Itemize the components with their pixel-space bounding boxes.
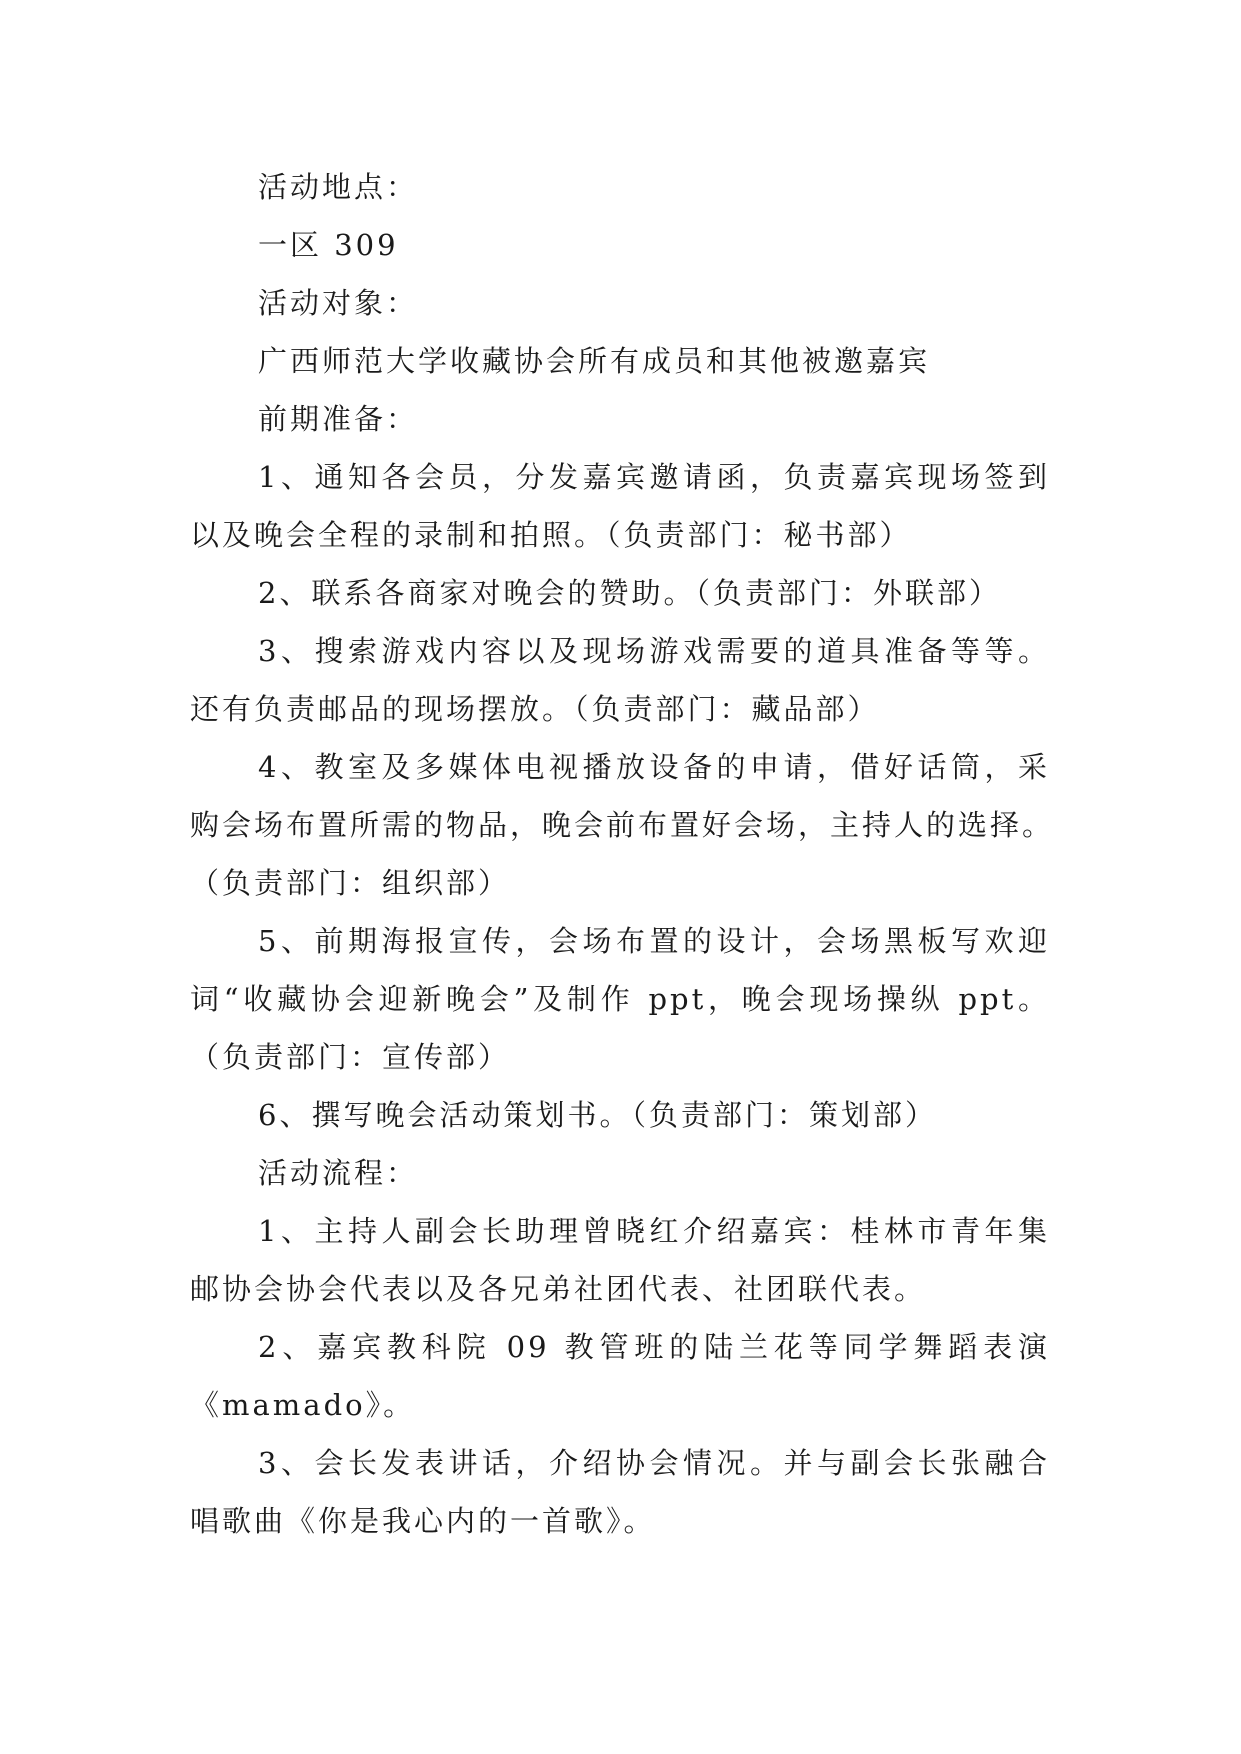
text-line: 以及晚会全程的录制和拍照。（负责部门：秘书部） bbox=[190, 518, 912, 552]
text-line: 前期准备： bbox=[258, 402, 419, 436]
text-line: 还有负责邮品的现场摆放。（负责部门：藏品部） bbox=[190, 692, 880, 726]
text-line: 《mamado》。 bbox=[190, 1388, 416, 1422]
text-line: 3、会长发表讲话，介绍协会情况。并与副会长张融合 bbox=[258, 1446, 1050, 1480]
text-line: 1、主持人副会长助理曾晓红介绍嘉宾：桂林市青年集 bbox=[258, 1214, 1050, 1248]
text-line: 6、撰写晚会活动策划书。（负责部门：策划部） bbox=[258, 1098, 937, 1132]
text-line: （负责部门：组织部） bbox=[190, 866, 511, 900]
text-line: 活动流程： bbox=[258, 1156, 419, 1190]
document-body bbox=[190, 158, 1055, 1550]
text-line: 购会场布置所需的物品，晚会前布置好会场，主持人的选择。 bbox=[190, 808, 1055, 842]
text-line: 词“收藏协会迎新晚会”及制作 ppt，晚会现场操纵 ppt。 bbox=[190, 982, 1050, 1016]
text-line: 一区 309 bbox=[258, 228, 399, 262]
text-line: 活动地点： bbox=[258, 170, 419, 204]
text-line: 1、通知各会员，分发嘉宾邀请函，负责嘉宾现场签到 bbox=[258, 460, 1050, 494]
text-line: 唱歌曲《你是我心内的一首歌》。 bbox=[190, 1504, 656, 1538]
text-line: 邮协会协会代表以及各兄弟社团代表、社团联代表。 bbox=[190, 1272, 927, 1306]
text-line: 2、嘉宾教科院 09 教管班的陆兰花等同学舞蹈表演 bbox=[258, 1330, 1050, 1364]
text-line: 活动对象： bbox=[258, 286, 419, 320]
text-line: 4、教室及多媒体电视播放设备的申请，借好话筒，采 bbox=[258, 750, 1050, 784]
text-line: 2、联系各商家对晚会的赞助。（负责部门：外联部） bbox=[258, 576, 1001, 610]
text-line: 3、搜索游戏内容以及现场游戏需要的道具准备等等。 bbox=[258, 634, 1050, 668]
text-line: （负责部门：宣传部） bbox=[190, 1040, 511, 1074]
text-line: 5、前期海报宣传，会场布置的设计，会场黑板写欢迎 bbox=[258, 924, 1050, 958]
text-line: 广西师范大学收藏协会所有成员和其他被邀嘉宾 bbox=[258, 344, 931, 378]
